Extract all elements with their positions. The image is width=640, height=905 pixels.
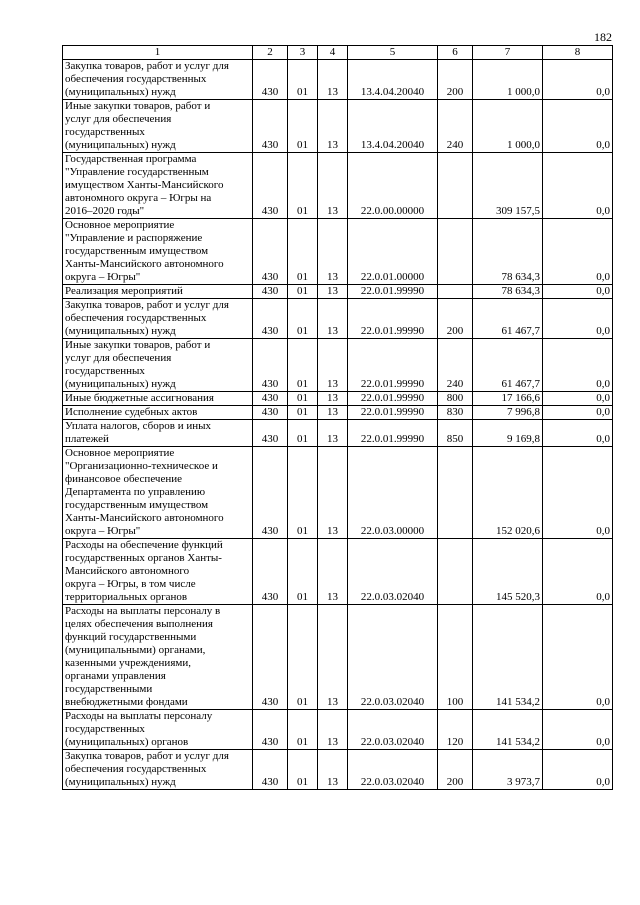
amount-change-cell: 0,0 (543, 60, 613, 100)
admin-code-cell: 430 (253, 339, 288, 392)
target-article-cell: 22.0.03.02040 (348, 750, 438, 790)
subsection-code-cell: 13 (318, 392, 348, 406)
amount-change-cell: 0,0 (543, 447, 613, 539)
amount-cell: 1 000,0 (473, 100, 543, 153)
expense-type-cell: 850 (438, 420, 473, 447)
expense-type-cell: 200 (438, 750, 473, 790)
expense-type-cell: 120 (438, 710, 473, 750)
target-article-cell: 22.0.03.00000 (348, 447, 438, 539)
target-article-cell: 13.4.04.20040 (348, 100, 438, 153)
subsection-code-cell: 13 (318, 60, 348, 100)
admin-code-cell: 430 (253, 153, 288, 219)
table-row (63, 447, 613, 539)
expense-type-cell: 100 (438, 605, 473, 710)
item-name-cell: Расходы на выплаты персоналу государственных (муниципальных) органов (63, 710, 253, 750)
table-row (63, 339, 613, 392)
item-name-cell: Основное мероприятие "Управление и распоряжение государственным имуществом Ханты-Мансийского автономного округа – Югры" (63, 219, 253, 285)
expense-type-cell: 800 (438, 392, 473, 406)
col-header-5: 5 (348, 46, 438, 60)
item-name-cell: Основное мероприятие "Организационно-техническое и финансовое обеспечение Департамента по управлению государственным имуществом Ханты-Мансийского автономного округа – Югры" (63, 447, 253, 539)
table-row (63, 750, 613, 790)
subsection-code-cell: 13 (318, 420, 348, 447)
expense-type-cell: 830 (438, 406, 473, 420)
admin-code-cell: 430 (253, 100, 288, 153)
table-row (63, 153, 613, 219)
target-article-cell: 22.0.01.00000 (348, 219, 438, 285)
amount-cell: 141 534,2 (473, 605, 543, 710)
amount-cell: 78 634,3 (473, 285, 543, 299)
amount-change-cell: 0,0 (543, 339, 613, 392)
admin-code-cell: 430 (253, 420, 288, 447)
amount-cell: 309 157,5 (473, 153, 543, 219)
amount-change-cell: 0,0 (543, 539, 613, 605)
target-article-cell: 22.0.00.00000 (348, 153, 438, 219)
item-name-cell: Иные закупки товаров, работ и услуг для обеспечения государственных (муниципальных) нужд (63, 339, 253, 392)
amount-change-cell: 0,0 (543, 710, 613, 750)
subsection-code-cell: 13 (318, 406, 348, 420)
admin-code-cell: 430 (253, 299, 288, 339)
target-article-cell: 22.0.01.99990 (348, 406, 438, 420)
table-row (63, 710, 613, 750)
target-article-cell: 22.0.01.99990 (348, 285, 438, 299)
subsection-code-cell: 13 (318, 100, 348, 153)
target-article-cell: 22.0.03.02040 (348, 605, 438, 710)
budget-table (62, 45, 613, 790)
amount-cell: 17 166,6 (473, 392, 543, 406)
col-header-4: 4 (318, 46, 348, 60)
section-code-cell: 01 (288, 100, 318, 153)
item-name-cell: Государственная программа "Управление государственным имуществом Ханты-Мансийского автономного округа – Югры на 2016–2020 годы" (63, 153, 253, 219)
item-name-cell: Иные закупки товаров, работ и услуг для обеспечения государственных (муниципальных) нужд (63, 100, 253, 153)
amount-change-cell: 0,0 (543, 392, 613, 406)
item-name-cell: Реализация мероприятий (63, 285, 253, 299)
amount-cell: 1 000,0 (473, 60, 543, 100)
section-code-cell: 01 (288, 447, 318, 539)
expense-type-cell (438, 447, 473, 539)
table-row (63, 539, 613, 605)
expense-type-cell: 240 (438, 100, 473, 153)
item-name-cell: Расходы на обеспечение функций государственных органов Ханты- Мансийского автономного округа – Югры, в том числе территориальных органов (63, 539, 253, 605)
header-row (63, 46, 613, 60)
section-code-cell: 01 (288, 219, 318, 285)
admin-code-cell: 430 (253, 60, 288, 100)
subsection-code-cell: 13 (318, 285, 348, 299)
col-header-3: 3 (288, 46, 318, 60)
expense-type-cell (438, 153, 473, 219)
section-code-cell: 01 (288, 539, 318, 605)
admin-code-cell: 430 (253, 285, 288, 299)
section-code-cell: 01 (288, 339, 318, 392)
amount-cell: 7 996,8 (473, 406, 543, 420)
amount-change-cell: 0,0 (543, 420, 613, 447)
col-header-8: 8 (543, 46, 613, 60)
table-row (63, 100, 613, 153)
section-code-cell: 01 (288, 392, 318, 406)
subsection-code-cell: 13 (318, 219, 348, 285)
amount-change-cell: 0,0 (543, 100, 613, 153)
amount-change-cell: 0,0 (543, 299, 613, 339)
amount-cell: 61 467,7 (473, 299, 543, 339)
amount-cell: 3 973,7 (473, 750, 543, 790)
col-header-7: 7 (473, 46, 543, 60)
item-name-cell: Закупка товаров, работ и услуг для обеспечения государственных (муниципальных) нужд (63, 60, 253, 100)
section-code-cell: 01 (288, 153, 318, 219)
table-row (63, 285, 613, 299)
section-code-cell: 01 (288, 420, 318, 447)
admin-code-cell: 430 (253, 710, 288, 750)
page-number: 182 (594, 30, 612, 44)
table-row (63, 406, 613, 420)
subsection-code-cell: 13 (318, 339, 348, 392)
amount-change-cell: 0,0 (543, 605, 613, 710)
target-article-cell: 22.0.01.99990 (348, 299, 438, 339)
amount-cell: 61 467,7 (473, 339, 543, 392)
item-name-cell: Исполнение судебных актов (63, 406, 253, 420)
subsection-code-cell: 13 (318, 605, 348, 710)
item-name-cell: Расходы на выплаты персоналу в целях обеспечения выполнения функций государственными (муниципальными) органами, казенными учреждениями, органами управления государственными внебюджетными фондами (63, 605, 253, 710)
subsection-code-cell: 13 (318, 299, 348, 339)
table-row (63, 299, 613, 339)
section-code-cell: 01 (288, 605, 318, 710)
amount-cell: 78 634,3 (473, 219, 543, 285)
section-code-cell: 01 (288, 750, 318, 790)
amount-cell: 145 520,3 (473, 539, 543, 605)
table-row (63, 420, 613, 447)
amount-cell: 152 020,6 (473, 447, 543, 539)
table-row (63, 219, 613, 285)
amount-change-cell: 0,0 (543, 285, 613, 299)
admin-code-cell: 430 (253, 605, 288, 710)
subsection-code-cell: 13 (318, 539, 348, 605)
col-header-2: 2 (253, 46, 288, 60)
item-name-cell: Иные бюджетные ассигнования (63, 392, 253, 406)
target-article-cell: 22.0.03.02040 (348, 710, 438, 750)
admin-code-cell: 430 (253, 392, 288, 406)
expense-type-cell (438, 219, 473, 285)
section-code-cell: 01 (288, 299, 318, 339)
target-article-cell: 13.4.04.20040 (348, 60, 438, 100)
admin-code-cell: 430 (253, 219, 288, 285)
item-name-cell: Закупка товаров, работ и услуг для обеспечения государственных (муниципальных) нужд (63, 750, 253, 790)
expense-type-cell: 200 (438, 60, 473, 100)
subsection-code-cell: 13 (318, 710, 348, 750)
amount-change-cell: 0,0 (543, 750, 613, 790)
subsection-code-cell: 13 (318, 750, 348, 790)
col-header-6: 6 (438, 46, 473, 60)
section-code-cell: 01 (288, 710, 318, 750)
target-article-cell: 22.0.01.99990 (348, 339, 438, 392)
subsection-code-cell: 13 (318, 447, 348, 539)
admin-code-cell: 430 (253, 406, 288, 420)
amount-cell: 141 534,2 (473, 710, 543, 750)
target-article-cell: 22.0.01.99990 (348, 420, 438, 447)
admin-code-cell: 430 (253, 539, 288, 605)
item-name-cell: Уплата налогов, сборов и иных платежей (63, 420, 253, 447)
expense-type-cell (438, 539, 473, 605)
admin-code-cell: 430 (253, 447, 288, 539)
section-code-cell: 01 (288, 285, 318, 299)
table-row (63, 605, 613, 710)
expense-type-cell: 200 (438, 299, 473, 339)
item-name-cell: Закупка товаров, работ и услуг для обеспечения государственных (муниципальных) нужд (63, 299, 253, 339)
amount-change-cell: 0,0 (543, 219, 613, 285)
table-row (63, 60, 613, 100)
amount-cell: 9 169,8 (473, 420, 543, 447)
subsection-code-cell: 13 (318, 153, 348, 219)
expense-type-cell: 240 (438, 339, 473, 392)
target-article-cell: 22.0.01.99990 (348, 392, 438, 406)
amount-change-cell: 0,0 (543, 153, 613, 219)
target-article-cell: 22.0.03.02040 (348, 539, 438, 605)
section-code-cell: 01 (288, 406, 318, 420)
amount-change-cell: 0,0 (543, 406, 613, 420)
section-code-cell: 01 (288, 60, 318, 100)
admin-code-cell: 430 (253, 750, 288, 790)
table-row (63, 392, 613, 406)
expense-type-cell (438, 285, 473, 299)
col-header-1: 1 (63, 46, 253, 60)
